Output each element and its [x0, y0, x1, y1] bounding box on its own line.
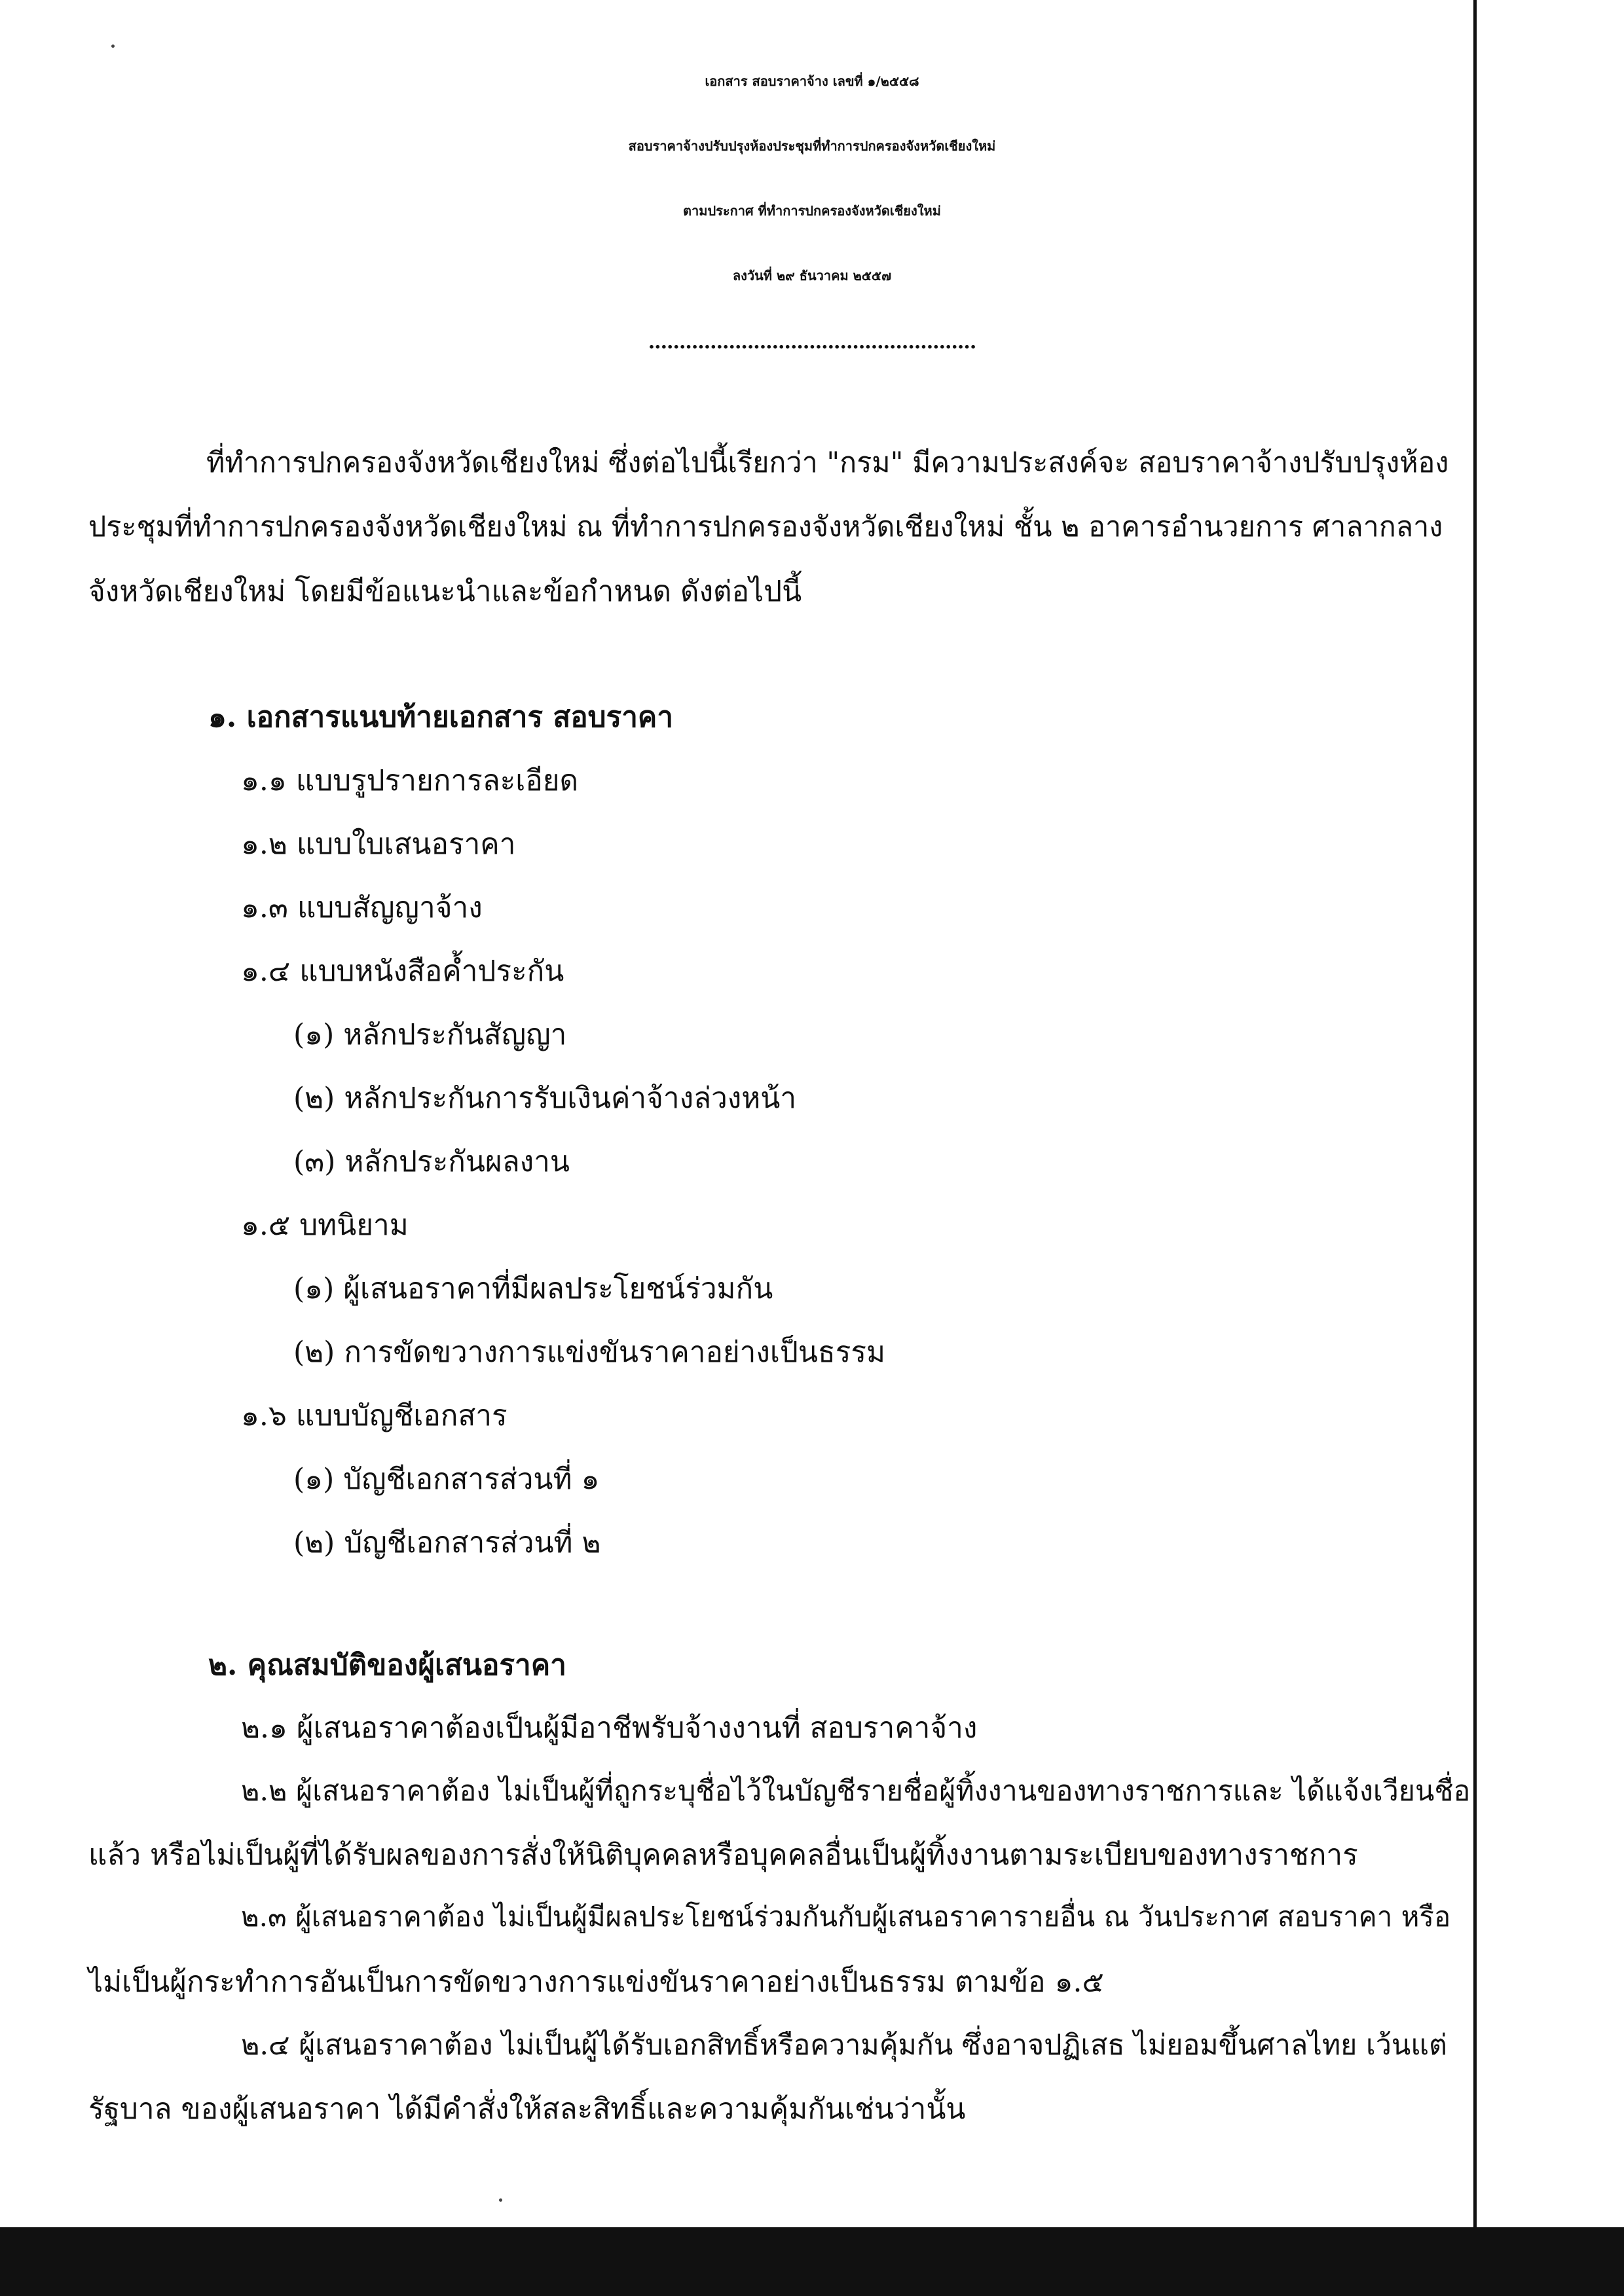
section-1-item: ๑.๑ แบบรูปรายการละเอียด	[241, 764, 579, 797]
scan-speck	[499, 2198, 502, 2202]
section-1-subitem: (๑) บัญชีเอกสารส่วนที่ ๑	[293, 1463, 600, 1496]
document-title-date: ลงวันที่ ๒๙ ธันวาคม ๒๕๕๗	[732, 268, 892, 283]
section-1-subitem: (๒) หลักประกันการรับเงินค่าจ้างล่วงหน้า	[293, 1082, 797, 1115]
section-2-line: ๒.๒ ผู้เสนอราคาต้อง ไม่เป็นผู้ที่ถูกระบุชื่อไว้ในบัญชีรายชื่อผู้ทิ้งงานของทางราชการและ ได้แจ้งเวียนชื่อ	[241, 1775, 1471, 1808]
section-1-subitem: (๒) การขัดขวางการแข่งขันราคาอย่างเป็นธรรม	[293, 1336, 886, 1369]
title-divider: .....................................................	[648, 331, 976, 354]
scan-speck	[111, 45, 115, 48]
section-2-heading: ๒. คุณสมบัติของผู้เสนอราคา	[208, 1649, 566, 1682]
section-2-line: ๒.๓ ผู้เสนอราคาต้อง ไม่เป็นผู้มีผลประโยชน์ร่วมกันกับผู้เสนอราคารายอื่น ณ วันประกาศ สอบราคา หรือ	[241, 1901, 1451, 1933]
scan-bottom-edge	[0, 2227, 1624, 2296]
section-2-line: รัฐบาล ของผู้เสนอราคา ได้มีคำสั่งให้สละสิทธิ์และความคุ้มกันเช่นว่านั้น	[88, 2092, 966, 2126]
section-1-subitem: (๒) บัญชีเอกสารส่วนที่ ๒	[293, 1526, 601, 1559]
intro-line: ประชุมที่ทำการปกครองจังหวัดเชียงใหม่ ณ ที่ทำการปกครองจังหวัดเชียงใหม่ ชั้น ๒ อาคารอำนวยการ ศาลากลาง	[88, 511, 1443, 543]
section-1-item: ๑.๒ แบบใบเสนอราคา	[241, 828, 516, 861]
document-title-announcement: ตามประกาศ ที่ทำการปกครองจังหวัดเชียงใหม่	[683, 203, 941, 219]
section-2-line: ๒.๔ ผู้เสนอราคาต้อง ไม่เป็นผู้ได้รับเอกสิทธิ์หรือความคุ้มกัน ซึ่งอาจปฏิเสธ ไม่ยอมขึ้นศาลไทย เว้นแต่	[241, 2029, 1447, 2062]
intro-line: จังหวัดเชียงใหม่ โดยมีข้อแนะนำและข้อกำหนด ดังต่อไปนี้	[88, 575, 802, 608]
section-2-line: ไม่เป็นผู้กระทำการอันเป็นการขัดขวางการแข่งขันราคาอย่างเป็นธรรม ตามข้อ ๑.๕	[88, 1965, 1104, 1999]
section-1-heading: ๑. เอกสารแนบท้ายเอกสาร สอบราคา	[208, 701, 674, 734]
section-1-subitem: (๑) หลักประกันสัญญา	[293, 1018, 567, 1051]
document-title-number: เอกสาร สอบราคาจ้าง เลขที่ ๑/๒๕๕๘	[705, 73, 919, 89]
document-title-subject: สอบราคาจ้างปรับปรุงห้องประชุมที่ทำการปกครองจังหวัดเชียงใหม่	[628, 138, 996, 154]
section-1-item: ๑.๔ แบบหนังสือค้ำประกัน	[241, 955, 564, 988]
intro-line: ที่ทำการปกครองจังหวัดเชียงใหม่ ซึ่งต่อไปนี้เรียกว่า "กรม" มีความประสงค์จะ สอบราคาจ้างปรับปรุงห้อง	[206, 446, 1449, 479]
section-1-subitem: (๓) หลักประกันผลงาน	[293, 1145, 570, 1178]
section-1-item: ๑.๓ แบบสัญญาจ้าง	[241, 891, 483, 924]
section-2-line: ๒.๑ ผู้เสนอราคาต้องเป็นผู้มีอาชีพรับจ้างงานที่ สอบราคาจ้าง	[241, 1711, 978, 1745]
section-1-item: ๑.๕ บทนิยาม	[241, 1209, 409, 1242]
section-1-subitem: (๑) ผู้เสนอราคาที่มีผลประโยชน์ร่วมกัน	[293, 1272, 773, 1305]
section-1-item: ๑.๖ แบบบัญชีเอกสาร	[241, 1399, 507, 1432]
section-2-line: แล้ว หรือไม่เป็นผู้ที่ได้รับผลของการสั่งให้นิติบุคคลหรือบุคคลอื่นเป็นผู้ทิ้งงานตามระเบียบของทางราชการ	[88, 1838, 1358, 1872]
